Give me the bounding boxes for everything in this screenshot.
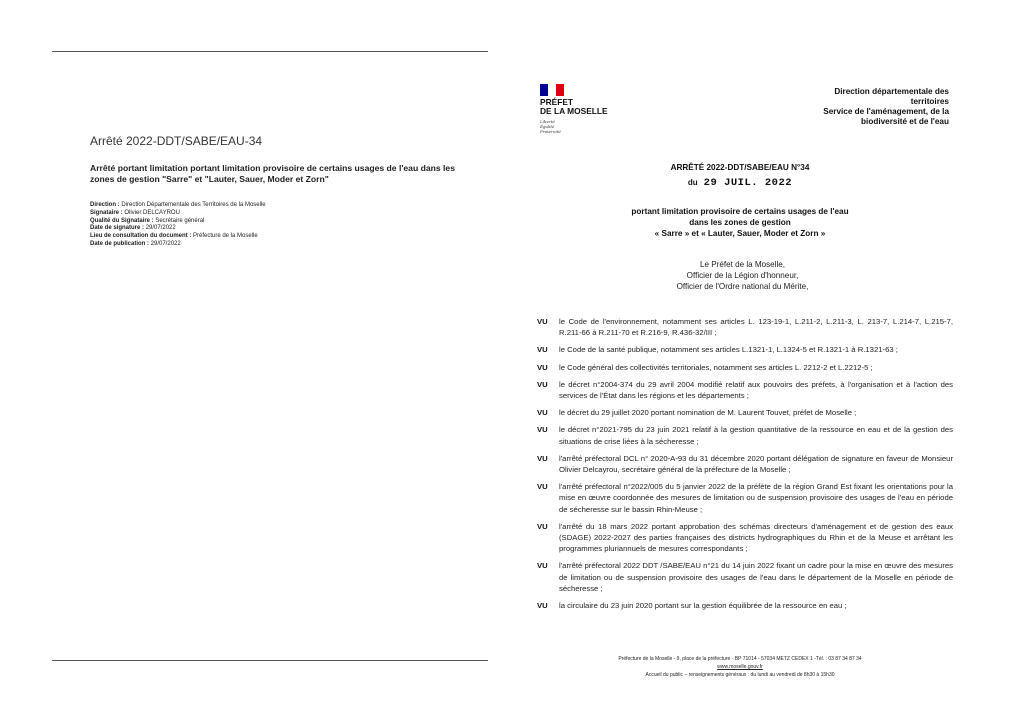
footer — [560, 655, 920, 679]
meta-direction: Direction : Direction Départementale des Territoires de la Moselle — [90, 202, 266, 208]
visa-item: VU le Code général des collectivités territoriales, notamment ses articles L. 2212-2 et L.2212-5 ; — [537, 362, 873, 372]
arrete-date — [640, 177, 840, 189]
logo-motto: Liberté Égalité Fraternité — [540, 119, 561, 134]
visa-item: VU l'arrêté du 18 mars 2022 portant approbation des schémas directeurs d'aménagement et de gestion des eaux (SDAGE) 2022-2027 des parties françaises des districts hydrographiques du Rhin et de la Meuse et arrêtant les programmes pluriannuels de mesures correspondants ; — [537, 521, 953, 554]
arrete-objet: portant limitation provisoire de certains usages de l'eau dans les zones de gestion « Sarre » et « Lauter, Sauer, Moder et Zorn » — [631, 207, 849, 238]
cover-subject: Arrêté portant limitation portant limitation provisoire de certains usages de l'eau dans les zones de gestion "Sarre" et "Lauter, Sauer, Moder et Zorn" — [90, 163, 455, 184]
cover-metadata — [90, 202, 266, 249]
arrete-number: ARRÊTÉ 2022-DDT/SABE/EAU N°34 — [670, 163, 810, 172]
date-prefix: du — [687, 178, 698, 187]
meta-lieu: Lieu de consultation du document : Préfecture de la Moselle — [90, 233, 258, 240]
logo-moselle: DE LA MOSELLE — [540, 106, 608, 116]
logo-prefet: PRÉFET — [540, 97, 574, 107]
cover-title: Arrêté 2022-DDT/SABE/EAU-34 — [90, 134, 263, 148]
footer-website-link[interactable]: www.moselle.gouv.fr — [717, 664, 763, 670]
flag-blue — [540, 84, 548, 96]
visa-item: VU l'arrêté préfectoral n°2022/005 du 5 janvier 2022 de la préfète de la région Grand Est fixant les orientations pour la mise en œuvre coordonnée des mesures de limitation ou de suspension provisoire des usages de l'eau en période de sécheresse sur le bassin Rhin-Meuse ; — [537, 482, 953, 514]
prefet-logo — [540, 84, 630, 134]
meta-date-signature: Date de signature : 29/07/2022 — [90, 225, 176, 232]
bottom-rule — [52, 660, 488, 661]
flag-red — [556, 84, 564, 96]
footer-hours: Accueil du public – renseignements généraux : du lundi au vendredi de 8h30 à 15h30 — [645, 672, 835, 678]
visa-item: VU l'arrêté préfectoral 2022 DDT /SABE/EAU n°21 du 14 juin 2022 fixant un cadre pour la mise en œuvre des mesures de limitation ou de suspension provisoire des usages de l'eau dans le département de la Moselle en période de sécheresse ; — [537, 561, 953, 593]
flag-white — [548, 84, 556, 96]
visa-item: VU le décret n°2004-374 du 29 avril 2004 modifié relatif aux pouvoirs des préfets, à l'organisation et à l'action des services de l'État dans les régions et les départements ; — [537, 379, 953, 401]
meta-qualite: Qualité du Signataire : Secrétaire général — [90, 217, 205, 224]
visa-item: VU la circulaire du 23 juin 2020 portant sur la gestion équilibrée de la ressource en eau ; — [537, 601, 847, 611]
visa-item: VU le décret n°2021-795 du 23 juin 2021 relatif à la gestion quantitative de la ressource en eau et de la gestion des situations de crise liées à la sécheresse ; — [537, 425, 953, 446]
meta-date-publication: Date de publication : 29/07/2022 — [90, 240, 181, 247]
top-rule — [52, 51, 488, 52]
visa-item: VU l'arrêté préfectoral DCL n° 2020-A-93 du 31 décembre 2020 portant délégation de signature en faveur de Monsieur Olivier Delcayrou, secrétaire général de la préfecture de la Moselle ; — [537, 453, 953, 475]
service-header: Direction départementale des territoires Service de l'aménagement, de la biodiversité et de l'eau — [823, 87, 949, 126]
visa-item: VU le Code de la santé publique, notamment ses articles L.1321-1, L.1324-5 et R.1321-1 à R.1321-63 ; — [537, 345, 898, 355]
visa-item: VU le décret du 29 juillet 2020 portant nomination de M. Laurent Touvet, préfet de Moselle ; — [537, 408, 857, 418]
marianne-flag-icon — [540, 84, 564, 96]
footer-address: Préfecture de la Moselle - 9, place de la préfecture - BP 71014 - 57034 METZ CEDEX 1 -Tél. : 03 87 34 87 34 — [618, 656, 862, 662]
visa-item: VU le Code de l'environnement, notamment ses articles L. 123-19-1, L.211-2, L.211-3, L. 213-7, L.214-7, L.215-7, R.211-66 à R.211-70 et R.216-9, R.436-32/III ; — [537, 317, 953, 338]
date-stamp: 29 JUIL. 2022 — [703, 177, 793, 189]
visas-list — [537, 316, 953, 617]
prefet-titles: Le Préfet de la Moselle, Officier de la Légion d'honneur, Officier de l'Ordre national du Mérite, — [676, 260, 809, 291]
meta-signataire: Signataire : Olivier DELCAYROU — [90, 209, 180, 216]
